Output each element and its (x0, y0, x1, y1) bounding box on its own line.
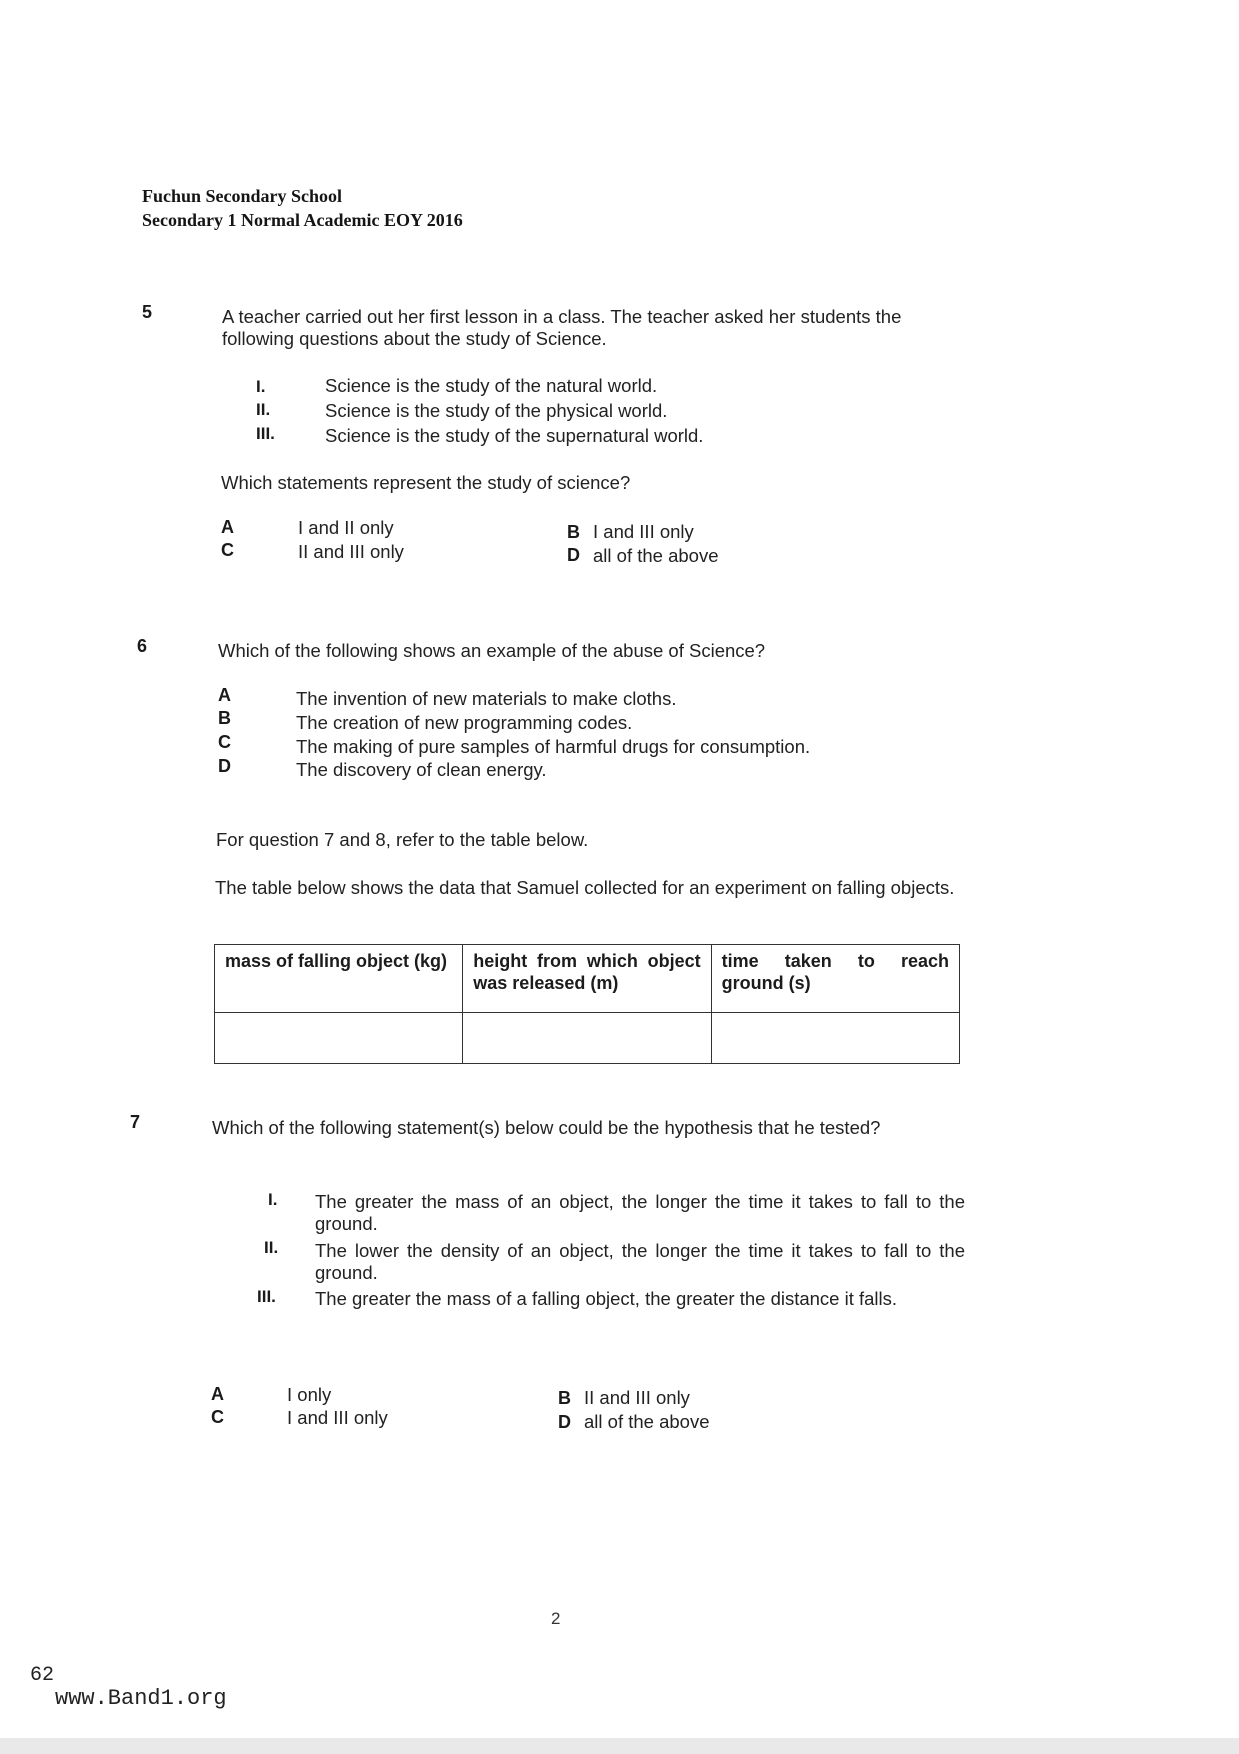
q6-option-letter: D (218, 756, 231, 776)
school-name: Fuchun Secondary School (142, 186, 343, 206)
column-header-height: height from which object was released (m) (463, 945, 711, 1013)
q5-statement-roman: III. (256, 424, 275, 443)
table-cell (215, 1013, 463, 1064)
watermark-url[interactable]: www.Band1.org (55, 1686, 227, 1711)
q7-option-b-text[interactable]: II and III only (584, 1387, 690, 1408)
q5-option-a-text[interactable]: I and II only (298, 517, 394, 538)
q6-option-text[interactable]: The creation of new programming codes. (296, 712, 633, 733)
experiment-table (214, 944, 960, 1064)
q7-statement-roman: II. (264, 1238, 279, 1257)
column-header-time: time taken to reach ground (s) (711, 945, 959, 1013)
q5-statement-text: Science is the study of the supernatural world. (325, 425, 704, 446)
q6-option-text[interactable]: The invention of new materials to make cloths. (296, 688, 677, 709)
q7-option-c-text[interactable]: I and III only (287, 1407, 388, 1428)
question-6-number: 6 (137, 636, 148, 656)
q5-option-d-letter: D (567, 545, 580, 565)
q7-option-d-letter: D (558, 1412, 571, 1432)
q5-option-b-text[interactable]: I and III only (593, 521, 694, 542)
page-number: 2 (551, 1609, 561, 1628)
corner-number: 62 (30, 1664, 55, 1687)
q7-option-a-text[interactable]: I only (287, 1384, 332, 1405)
exam-title: Secondary 1 Normal Academic EOY 2016 (142, 210, 463, 230)
q5-option-a-letter: A (221, 517, 234, 537)
q7-statement-text: The greater the mass of an object, the longer the time it takes to fall to the ground. (315, 1191, 965, 1234)
q6-option-letter: C (218, 732, 231, 752)
q7-option-a-letter: A (211, 1384, 224, 1404)
question-6-stem: Which of the following shows an example of the abuse of Science? (218, 640, 766, 661)
scan-edge-shadow (0, 1738, 1239, 1754)
table-cell (463, 1013, 711, 1064)
column-header-mass: mass of falling object (kg) (215, 945, 463, 1013)
table-reference-note: For question 7 and 8, refer to the table below. (216, 829, 589, 850)
question-5-stem: A teacher carried out her first lesson in a class. The teacher asked her students the following questions about the study of Science. (222, 306, 902, 349)
q7-statement-roman: III. (257, 1287, 276, 1306)
q6-option-letter: B (218, 708, 231, 728)
question-5-prompt: Which statements represent the study of science? (221, 472, 631, 493)
q5-option-b-letter: B (567, 522, 580, 542)
q7-option-b-letter: B (558, 1388, 571, 1408)
q7-statement-text: The lower the density of an object, the longer the time it takes to fall to the ground. (315, 1240, 965, 1283)
q7-option-d-text[interactable]: all of the above (584, 1411, 710, 1432)
q6-option-text[interactable]: The discovery of clean energy. (296, 759, 547, 780)
q6-option-text[interactable]: The making of pure samples of harmful drugs for consumption. (296, 736, 811, 757)
q5-statement-roman: I. (256, 377, 266, 396)
table-header-row (215, 945, 960, 1013)
question-7-stem: Which of the following statement(s) below could be the hypothesis that he tested? (212, 1117, 881, 1138)
q5-option-c-text[interactable]: II and III only (298, 541, 404, 562)
q5-statement-text: Science is the study of the physical world. (325, 400, 668, 421)
table-cell (711, 1013, 959, 1064)
q7-statement-text: The greater the mass of a falling object, the greater the distance it falls. (315, 1288, 898, 1309)
q5-statement-roman: II. (256, 400, 271, 419)
q5-statement-text: Science is the study of the natural world. (325, 375, 658, 396)
table-intro: The table below shows the data that Samuel collected for an experiment on falling objects. (215, 877, 955, 898)
table-row (215, 1013, 960, 1064)
q7-statement-roman: I. (268, 1190, 278, 1209)
question-7-number: 7 (130, 1112, 141, 1132)
q5-option-c-letter: C (221, 540, 234, 560)
q6-option-letter: A (218, 685, 231, 705)
q7-option-c-letter: C (211, 1407, 224, 1427)
q5-option-d-text[interactable]: all of the above (593, 545, 719, 566)
question-5-number: 5 (142, 302, 153, 322)
